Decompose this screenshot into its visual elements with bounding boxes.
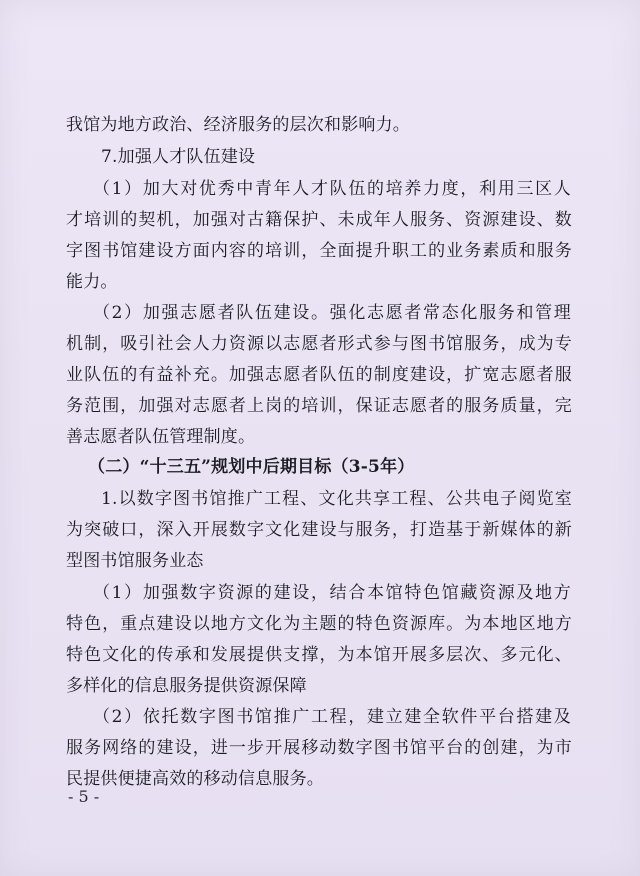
text-line-19: 多样化的信息服务提供资源保障 <box>66 676 307 696</box>
text-line-8: 机制，吸引社会人力资源以志愿者形式参与图书馆服务，成为专 <box>66 334 572 354</box>
text-line-6: 能力。 <box>66 272 118 292</box>
text-line-10: 务范围，加强对志愿者上岗的培训，保证志愿者的服务质量，完 <box>66 396 572 416</box>
text-line-17: 特色，重点建设以地方文化为主题的特色资源库。为本地区地方 <box>66 614 572 634</box>
text-line-1: 我馆为地方政治、经济服务的层次和影响力。 <box>66 115 410 135</box>
text-line-16: （1）加强数字资源的建设，结合本馆特色馆藏资源及地方 <box>93 583 571 603</box>
text-line-7: （2）加强志愿者队伍建设。强化志愿者常态化服务和管理 <box>93 303 571 323</box>
text-line-5: 字图书馆建设方面内容的培训，全面提升职工的业务素质和服务 <box>66 241 572 261</box>
text-line-21: 服务网络的建设，进一步开展移动数字图书馆平台的创建，为市 <box>66 738 572 758</box>
text-line-15: 型图书馆服务业态 <box>66 551 204 571</box>
text-line-14: 为突破口，深入开展数字文化建设与服务，打造基于新媒体的新 <box>66 520 572 540</box>
text-line-11: 善志愿者队伍管理制度。 <box>66 427 256 447</box>
page-number: - 5 - <box>68 787 100 806</box>
text-line-4: 才培训的契机，加强对古籍保护、未成年人服务、资源建设、数 <box>66 210 572 230</box>
text-line-2: 7.加强人才队伍建设 <box>101 147 256 167</box>
text-line-9: 业队伍的有益补充。加强志愿者队伍的制度建设，扩宽志愿者服 <box>66 365 572 385</box>
section-heading: （二）“十三五”规划中后期目标（3-5年） <box>88 457 415 477</box>
text-line-22: 民提供便捷高效的移动信息服务。 <box>66 769 324 789</box>
text-line-18: 特色文化的传承和发展提供支撑，为本馆开展多层次、多元化、 <box>66 645 572 665</box>
text-line-13: 1.以数字图书馆推广工程、文化共享工程、公共电子阅览室 <box>101 489 572 509</box>
text-line-20: （2）依托数字图书馆推广工程，建立建全软件平台搭建及 <box>93 707 571 727</box>
text-line-3: （1）加大对优秀中青年人才队伍的培养力度，利用三区人 <box>93 179 571 199</box>
